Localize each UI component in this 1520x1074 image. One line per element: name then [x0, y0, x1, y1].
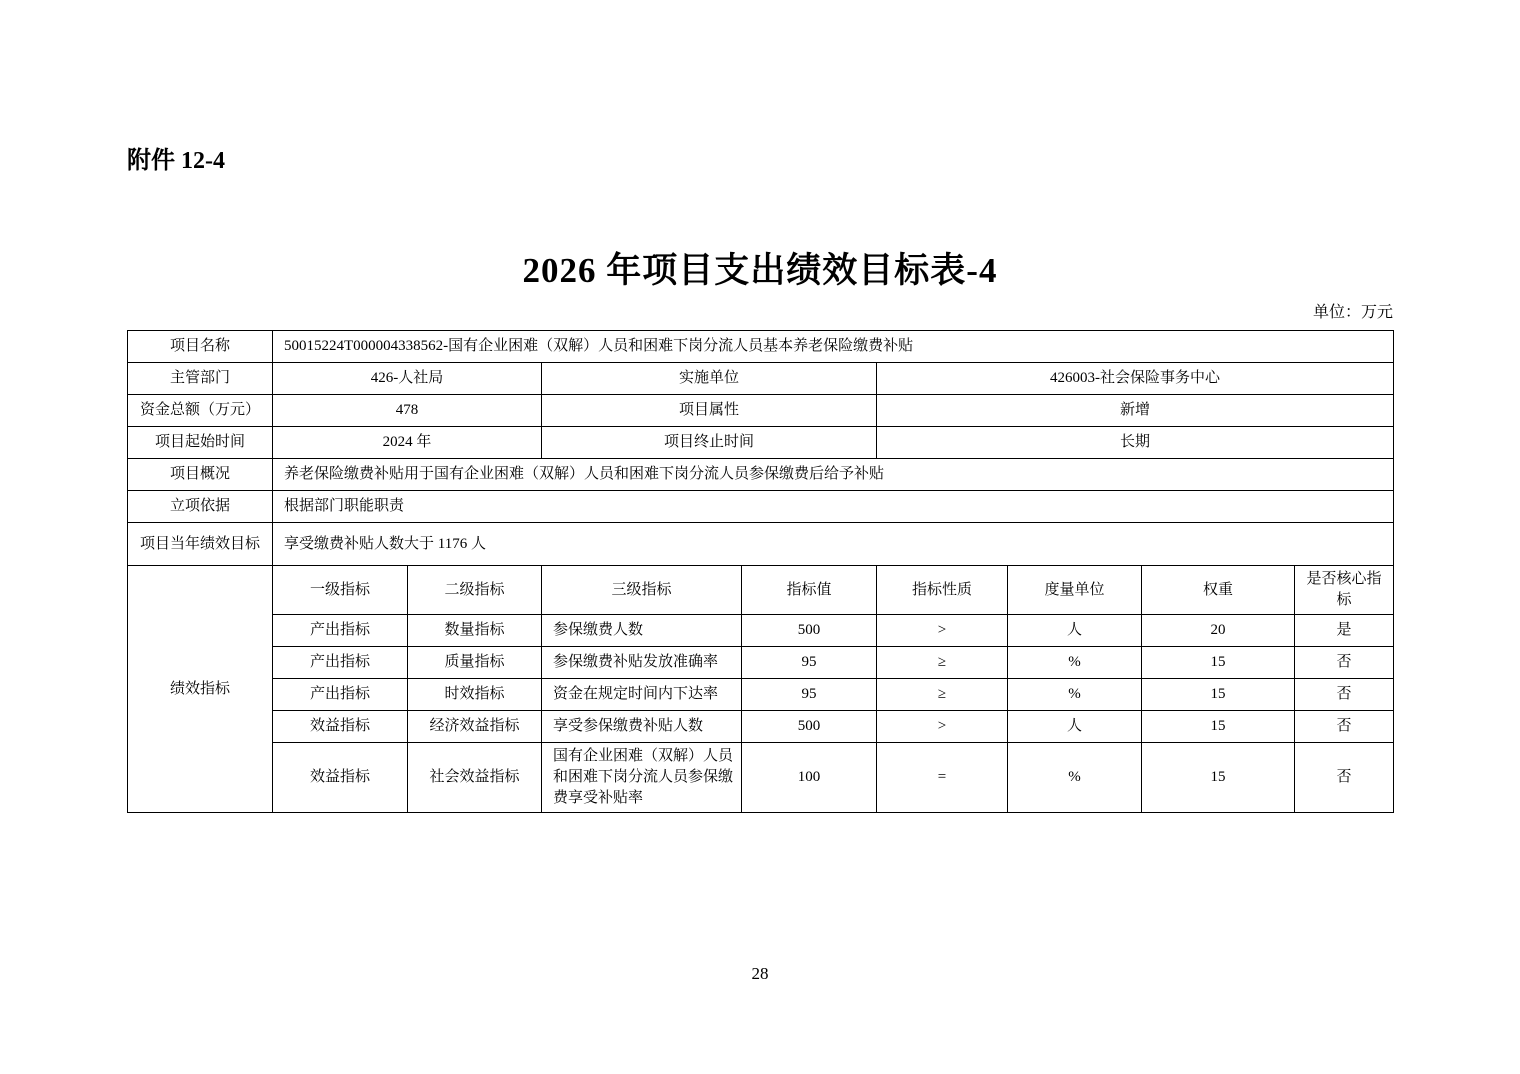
- header-weight: 权重: [1142, 566, 1295, 615]
- header-unit: 度量单位: [1008, 566, 1142, 615]
- indicator-cell: 社会效益指标: [408, 743, 542, 813]
- indicator-cell: 15: [1142, 679, 1295, 711]
- indicator-row: [128, 647, 1394, 679]
- header-level1: 一级指标: [273, 566, 408, 615]
- indicator-cell: 数量指标: [408, 615, 542, 647]
- table-row: [128, 395, 1394, 427]
- indicator-cell: 享受参保缴费补贴人数: [542, 711, 742, 743]
- project-name-label: 项目名称: [128, 331, 273, 363]
- performance-indicator-label: 绩效指标: [128, 566, 273, 813]
- attribute-label: 项目属性: [542, 395, 877, 427]
- end-time-label: 项目终止时间: [542, 427, 877, 459]
- overview-value: 养老保险缴费补贴用于国有企业困难（双解）人员和困难下岗分流人员参保缴费后给予补贴: [273, 459, 1394, 491]
- indicator-cell: 否: [1295, 679, 1394, 711]
- indicator-cell: 是: [1295, 615, 1394, 647]
- indicator-cell: 500: [742, 711, 877, 743]
- header-core: 是否核心指标: [1295, 566, 1394, 615]
- table-row: [128, 331, 1394, 363]
- attribute-value: 新增: [877, 395, 1394, 427]
- indicator-cell: 参保缴费补贴发放准确率: [542, 647, 742, 679]
- table-row: [128, 491, 1394, 523]
- impl-unit-value: 426003-社会保险事务中心: [877, 363, 1394, 395]
- indicator-cell: 20: [1142, 615, 1295, 647]
- table-row: [128, 459, 1394, 491]
- indicator-cell: 500: [742, 615, 877, 647]
- indicator-cell: 产出指标: [273, 679, 408, 711]
- indicator-row: [128, 679, 1394, 711]
- basis-value: 根据部门职能职责: [273, 491, 1394, 523]
- indicator-cell: 资金在规定时间内下达率: [542, 679, 742, 711]
- annual-target-value: 享受缴费补贴人数大于 1176 人: [273, 523, 1394, 566]
- indicator-cell: 产出指标: [273, 615, 408, 647]
- indicator-cell: %: [1008, 647, 1142, 679]
- unit-note: 单位：万元: [1312, 304, 1393, 321]
- indicator-cell: 15: [1142, 743, 1295, 813]
- indicator-row: [128, 711, 1394, 743]
- indicator-cell: 国有企业困难（双解）人员和困难下岗分流人员参保缴费享受补贴率: [542, 743, 742, 813]
- header-nature: 指标性质: [877, 566, 1008, 615]
- indicator-cell: 产出指标: [273, 647, 408, 679]
- indicator-cell: 否: [1295, 711, 1394, 743]
- start-time-label: 项目起始时间: [128, 427, 273, 459]
- indicator-row: [128, 743, 1394, 813]
- indicator-cell: 效益指标: [273, 743, 408, 813]
- indicator-cell: 15: [1142, 711, 1295, 743]
- project-name-value: 50015224T000004338562-国有企业困难（双解）人员和困难下岗分流人员基本养老保险缴费补贴: [273, 331, 1394, 363]
- indicator-cell: 否: [1295, 647, 1394, 679]
- indicator-cell: %: [1008, 679, 1142, 711]
- performance-target-table: [127, 330, 1394, 813]
- impl-unit-label: 实施单位: [542, 363, 877, 395]
- indicator-cell: 质量指标: [408, 647, 542, 679]
- dept-value: 426-人社局: [273, 363, 542, 395]
- indicator-cell: 100: [742, 743, 877, 813]
- overview-label: 项目概况: [128, 459, 273, 491]
- basis-label: 立项依据: [128, 491, 273, 523]
- page-title: 2026 年项目支出绩效目标表-4: [522, 251, 998, 290]
- header-value: 指标值: [742, 566, 877, 615]
- indicator-cell: 效益指标: [273, 711, 408, 743]
- indicator-header-row: [128, 566, 1394, 615]
- indicator-cell: 经济效益指标: [408, 711, 542, 743]
- indicator-row: [128, 615, 1394, 647]
- table-row: [128, 427, 1394, 459]
- indicator-cell: 人: [1008, 615, 1142, 647]
- dept-label: 主管部门: [128, 363, 273, 395]
- indicator-cell: 人: [1008, 711, 1142, 743]
- indicator-cell: >: [877, 711, 1008, 743]
- indicator-cell: 时效指标: [408, 679, 542, 711]
- table-row: [128, 523, 1394, 566]
- page-number: 28: [751, 964, 769, 983]
- indicator-cell: ≥: [877, 679, 1008, 711]
- indicator-cell: 参保缴费人数: [542, 615, 742, 647]
- indicator-cell: >: [877, 615, 1008, 647]
- total-fund-label: 资金总额（万元）: [128, 395, 273, 427]
- header-level3: 三级指标: [542, 566, 742, 615]
- indicator-cell: 95: [742, 679, 877, 711]
- total-fund-value: 478: [273, 395, 542, 427]
- indicator-cell: =: [877, 743, 1008, 813]
- table-row: [128, 363, 1394, 395]
- start-time-value: 2024 年: [273, 427, 542, 459]
- header-level2: 二级指标: [408, 566, 542, 615]
- end-time-value: 长期: [877, 427, 1394, 459]
- annual-target-label: 项目当年绩效目标: [128, 523, 273, 566]
- indicator-cell: %: [1008, 743, 1142, 813]
- indicator-cell: 否: [1295, 743, 1394, 813]
- indicator-cell: ≥: [877, 647, 1008, 679]
- attachment-label: 附件 12-4: [127, 148, 225, 174]
- indicator-cell: 95: [742, 647, 877, 679]
- indicator-cell: 15: [1142, 647, 1295, 679]
